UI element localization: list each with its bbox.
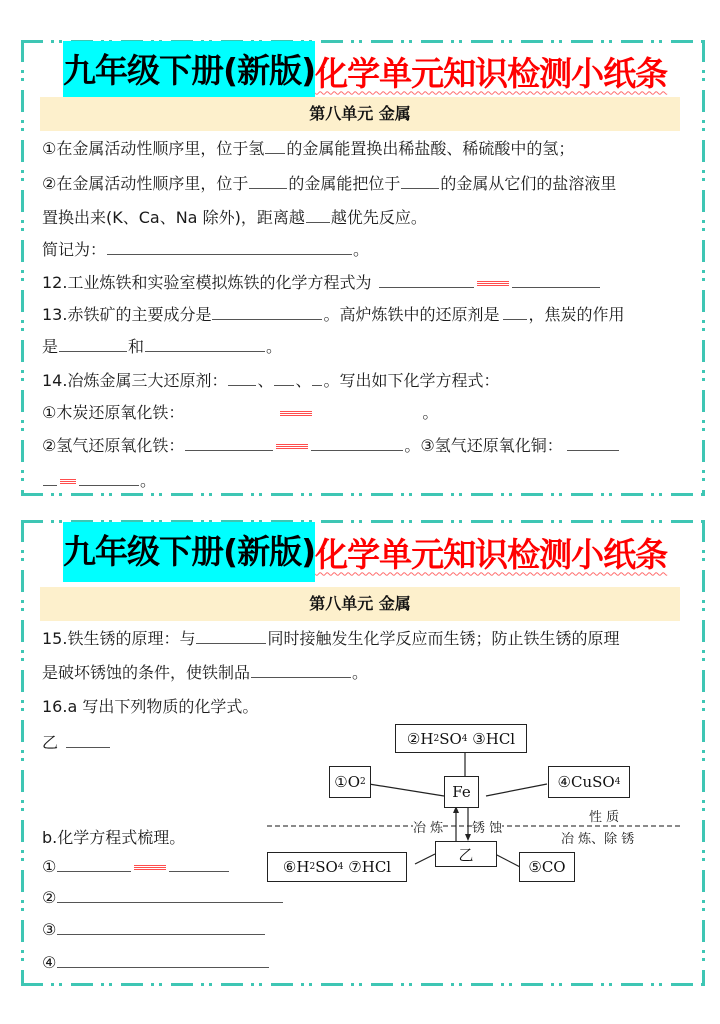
question-line (42, 368, 500, 391)
formula: SO (315, 858, 338, 876)
label-num: ③ (472, 729, 486, 748)
equals-sign-icon (276, 444, 308, 449)
unit-header: 第八单元 金属 (40, 97, 680, 131)
question-line (42, 888, 284, 907)
title-red: 化学单元知识检测小纸条 (315, 534, 668, 574)
text: 乙 (42, 733, 59, 752)
text: 。 (352, 663, 369, 682)
equals-sign-icon (134, 865, 166, 870)
subscript: 4 (614, 777, 621, 787)
worksheet-card-2 (21, 520, 705, 986)
title-highlight: 九年级下册(新版) (63, 41, 315, 101)
answer-blank[interactable] (401, 187, 439, 189)
question-line (42, 136, 574, 159)
label-num: ② (406, 729, 421, 748)
question-line (42, 171, 616, 194)
page-title (63, 45, 667, 97)
answer-blank[interactable] (306, 221, 330, 223)
answer-blank[interactable] (145, 350, 265, 352)
question-line (42, 302, 624, 325)
answer-blank[interactable] (251, 676, 351, 678)
text: ③ (42, 920, 57, 939)
question-line (42, 205, 427, 228)
text: 。③氢气还原氧化铜： (404, 436, 563, 455)
answer-blank[interactable] (265, 152, 285, 154)
answer-blank[interactable] (567, 449, 619, 451)
label-num: ⑤ (528, 858, 542, 876)
text: 、 (295, 371, 312, 390)
answer-blank[interactable] (185, 449, 273, 451)
text: 。 (422, 403, 439, 422)
text: ①木炭还原氧化铁： (42, 403, 185, 422)
text: 12.工业炼铁和实验室模拟炼铁的化学方程式为 (42, 273, 372, 292)
question-line (42, 270, 601, 293)
label-rusting: 锈 蚀 (472, 817, 502, 836)
formula: H (420, 729, 434, 748)
subscript: 2 (360, 777, 366, 787)
question-line (42, 953, 270, 972)
subscript: 4 (337, 862, 344, 872)
text: 是 (42, 337, 59, 356)
question-line (42, 730, 111, 753)
card-border-left (21, 40, 24, 496)
text: 的金属能把位于 (288, 174, 401, 193)
answer-blank[interactable] (59, 350, 127, 352)
answer-blank[interactable] (43, 484, 57, 486)
text: 16.a 写出下列物质的化学式。 (42, 697, 259, 716)
equals-sign-icon (60, 479, 76, 484)
answer-blank[interactable] (228, 384, 256, 386)
label-num: ⑥ (282, 858, 297, 876)
answer-blank[interactable] (312, 384, 322, 386)
text: 。 (140, 471, 157, 490)
answer-blank[interactable] (57, 966, 269, 968)
question-line (42, 468, 156, 491)
text: 和 (128, 337, 145, 356)
worksheet-card-1 (21, 40, 705, 496)
text: ，焦炭的作用 (528, 305, 625, 324)
diagram-box-acids (395, 724, 527, 753)
diagram-box-oxygen (329, 766, 371, 798)
iron-relationship-diagram (267, 724, 682, 889)
formula: HCl (485, 729, 516, 748)
text: 同时接触发生化学反应而生锈；防止铁生锈的原理 (267, 629, 620, 648)
equals-sign-icon (280, 411, 312, 416)
text: 。写出如下化学方程式： (323, 371, 500, 390)
text: b.化学方程式梳理。 (42, 828, 186, 847)
label-num: ⑦ (348, 858, 362, 876)
card-border-right (702, 40, 705, 496)
equals-sign-icon (477, 281, 509, 286)
subscript: 4 (461, 733, 468, 744)
question-line (42, 433, 620, 456)
answer-blank[interactable] (79, 484, 139, 486)
question-line (42, 400, 438, 423)
formula: H (296, 858, 310, 876)
text: 。高炉炼铁中的还原剂是 (323, 305, 500, 324)
formula: SO (439, 729, 462, 748)
label-smelting: 冶 炼 (413, 817, 443, 836)
label-smelt-derust: 冶 炼、除 锈 (561, 832, 635, 847)
text: ②在金属活动性顺序里，位于 (42, 174, 249, 193)
answer-blank[interactable] (212, 318, 322, 320)
diagram-box-yi: 乙 (435, 841, 497, 867)
formula: CuSO (571, 773, 615, 791)
question-line (42, 694, 258, 717)
label-property: 性 质 (589, 810, 620, 825)
answer-blank[interactable] (379, 286, 474, 288)
question-line (42, 626, 619, 649)
unit-header: 第八单元 金属 (40, 587, 680, 621)
formula: HCl (361, 858, 392, 876)
text: 、 (257, 371, 274, 390)
question-line (42, 660, 368, 683)
text: 13.赤铁矿的主要成分是 (42, 305, 212, 324)
answer-blank[interactable] (274, 384, 294, 386)
text: ④ (42, 953, 57, 972)
card-border-right (702, 520, 705, 986)
answer-blank[interactable] (512, 286, 600, 288)
answer-blank[interactable] (196, 642, 266, 644)
title-highlight: 九年级下册(新版) (63, 522, 315, 582)
answer-blank[interactable] (107, 253, 352, 255)
formula: CO (541, 858, 566, 876)
question-line (42, 920, 266, 939)
answer-blank[interactable] (57, 933, 265, 935)
question-line (42, 237, 369, 260)
answer-blank[interactable] (66, 746, 110, 748)
text: 置换出来(K、Ca、Na 除外)，距离越 (42, 208, 305, 227)
text: ②氢气还原氧化铁： (42, 436, 185, 455)
text: 是破坏锈蚀的条件，使铁制品 (42, 663, 251, 682)
text: 简记为： (42, 240, 107, 259)
text: 越优先反应。 (330, 208, 427, 227)
title-red: 化学单元知识检测小纸条 (315, 53, 668, 93)
text: 。 (266, 337, 283, 356)
answer-blank[interactable] (57, 901, 283, 903)
page-title (63, 526, 667, 578)
question-line (42, 825, 185, 848)
card-border-left (21, 520, 24, 986)
diagram-box-co (519, 852, 575, 882)
card-border-bottom (21, 493, 705, 496)
card-border-bottom (21, 983, 705, 986)
question-line (42, 334, 282, 357)
text: ①在金属活动性顺序里，位于氢 (42, 139, 265, 158)
text: ① (42, 857, 57, 876)
answer-blank[interactable] (503, 318, 527, 320)
question-line (42, 857, 230, 876)
diagram-box-fe: Fe (444, 776, 479, 808)
text: 14.冶炼金属三大还原剂： (42, 371, 228, 390)
answer-blank[interactable] (249, 187, 287, 189)
text: 的金属从它们的盐溶液里 (440, 174, 617, 193)
text: 15.铁生锈的原理：与 (42, 629, 196, 648)
subscript: 2 (309, 862, 316, 872)
text: ② (42, 888, 57, 907)
label-num: ① (334, 773, 348, 791)
subscript: 2 (433, 733, 440, 744)
text: 的金属能置换出稀盐酸、稀硫酸中的氢； (286, 139, 575, 158)
diagram-box-cuso4 (548, 766, 630, 798)
text: 。 (353, 240, 370, 259)
answer-blank[interactable] (311, 449, 403, 451)
diagram-box-acids-2 (267, 852, 407, 882)
answer-blank[interactable] (57, 870, 131, 872)
label-num: ④ (557, 773, 571, 791)
formula: O (347, 773, 361, 791)
answer-blank[interactable] (169, 870, 229, 872)
